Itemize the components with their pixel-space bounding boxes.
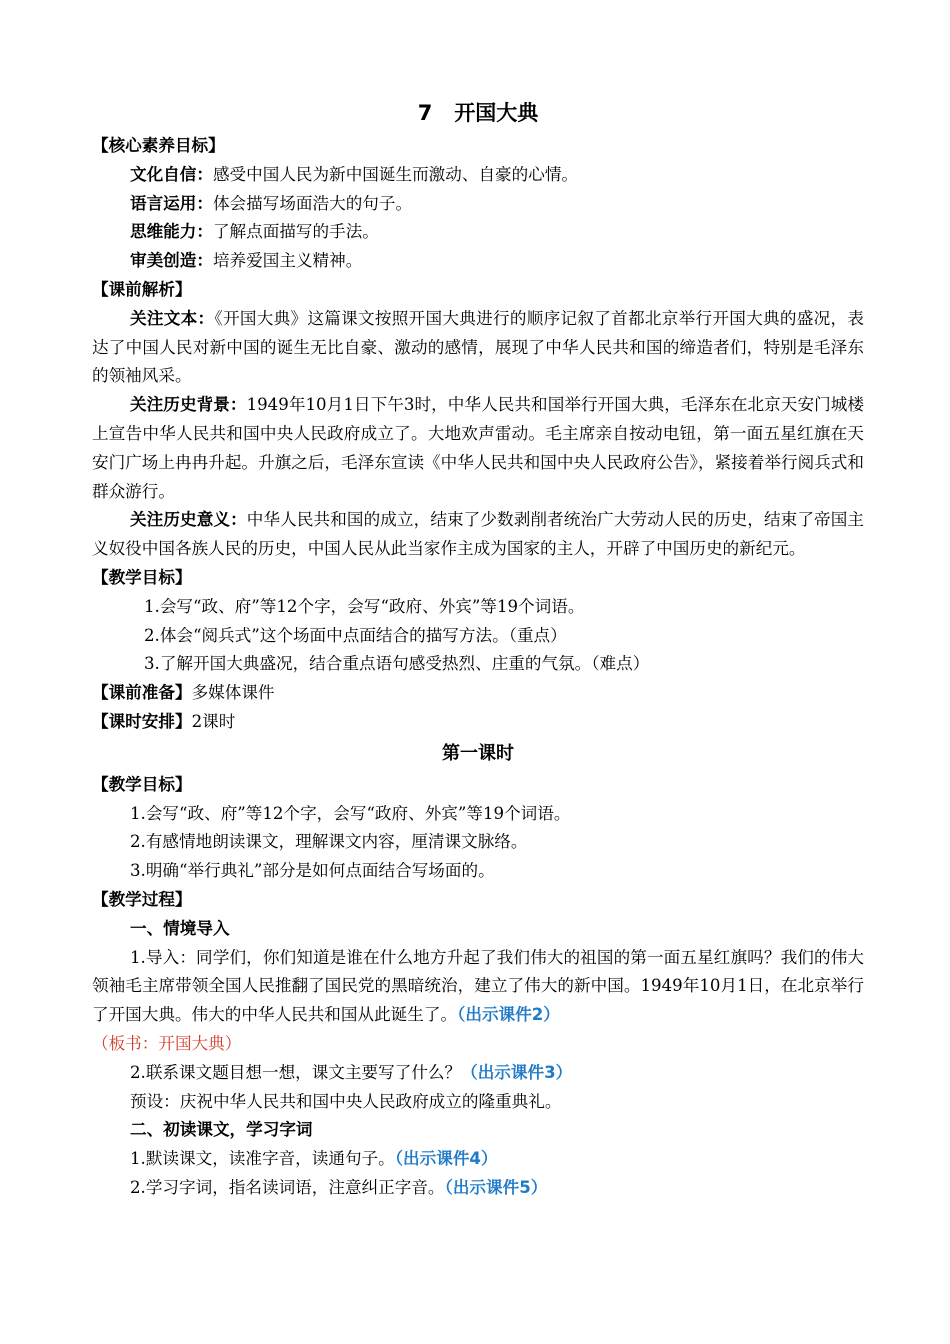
- intro-paragraph: 1.导入：同学们，你们知道是谁在什么地方升起了我们伟大的祖国的第一面五星红旗吗？我们的伟大领袖毛主席带领全国人民推翻了国民党的黑暗统治，建立了伟大的新中国。1949年10月1日，在北京举行了开国大典。伟大的中华人民共和国从此诞生了。（出示课件2） （板书：开国大典）: [92, 947, 864, 1053]
- step-line: 预设：庆祝中华人民共和国中央人民政府成立的隆重典礼。: [130, 1091, 562, 1111]
- core-goal-item: 文化自信：感受中国人民为新中国诞生而激动、自豪的心情。: [130, 164, 579, 184]
- analysis-meaning-paragraph: 关注历史意义：中华人民共和国的成立，结束了少数剥削者统治广大劳动人民的历史，结束了帝国主义奴役中国各族人民的历史，中国人民从此当家作主成为国家的主人，开辟了中国历史的新纪元。: [92, 510, 865, 559]
- analysis-heading: 【课前解析】: [92, 279, 192, 299]
- analysis-history-paragraph: 关注历史背景：1949年10月1日下午3时，中华人民共和国举行开国大典，毛泽东在北京天安门城楼上宣告中华人民共和国中央人民政府成立了。大地欢声雷动。毛主席亲自按动电钮，第一面五星红旗在天安门广场上冉冉升起。升旗之后，毛泽东宣读《中华人民共和国中央人民政府公告》，紧接着举行阅兵式和群众游行。: [92, 395, 864, 501]
- core-goal-item: 思维能力：了解点面描写的手法。: [130, 222, 379, 242]
- step-line: 1.默读课文，读准字音，读通句子。（出示课件4）: [130, 1149, 498, 1169]
- schedule-line: 【课时安排】2课时: [92, 711, 236, 731]
- section-heading: 一、情境导入: [130, 918, 230, 938]
- lesson1-goal-item: 2.有感情地朗读课文，理解课文内容，厘清课文脉络。: [130, 832, 528, 852]
- lesson-title: 开国大典: [454, 101, 539, 125]
- page-title: [92, 96, 864, 130]
- blackboard-note: （板书：开国大典）: [92, 1033, 242, 1053]
- process-heading: 【教学过程】: [92, 889, 192, 909]
- lesson1-title: 第一课时: [442, 742, 514, 764]
- lesson1-goal-item: 3.明确“举行典礼”部分是如何点面结合写场面的。: [130, 861, 495, 881]
- document-page: [92, 96, 864, 1203]
- courseware-ref: （出示课件5）: [444, 1177, 548, 1197]
- lesson1-goal-item: 1.会写“政、府”等12个字，会写“政府、外宾”等19个词语。: [130, 803, 571, 823]
- courseware-ref: （出示课件2）: [457, 1005, 560, 1025]
- teaching-goals-heading: 【教学目标】: [92, 567, 192, 587]
- teaching-goal-item: 3.了解开国大典盛况，结合重点语句感受热烈、庄重的气氛。（难点）: [144, 654, 650, 674]
- core-goal-item: 审美创造：培养爱国主义精神。: [130, 251, 363, 271]
- step-line: 2.学习字词，指名读词语，注意纠正字音。（出示课件5）: [130, 1177, 548, 1197]
- teaching-goal-item: 1.会写“政、府”等12个字，会写“政府、外宾”等19个词语。: [144, 596, 585, 616]
- courseware-ref: （出示课件3）: [461, 1062, 573, 1082]
- analysis-text-paragraph: 关注文本：《开国大典》这篇课文按照开国大典进行的顺序记叙了首都北京举行开国大典的盛况，表达了中国人民对新中国的诞生无比自豪、激动的感情，展现了中华人民共和国的缔造者们，特别是毛泽东的领袖风采。: [92, 308, 865, 386]
- courseware-ref: （出示课件4）: [394, 1149, 498, 1169]
- lesson-number: 7: [417, 101, 433, 125]
- core-goals-heading: 【核心素养目标】: [92, 136, 225, 155]
- core-goal-item: 语言运用：体会描写场面浩大的句子。: [130, 193, 413, 213]
- step-line: 2.联系课文题目想一想，课文主要写了什么？（出示课件3）: [130, 1062, 573, 1082]
- preparation-line: 【课前准备】多媒体课件: [92, 683, 275, 703]
- lesson1-goals-heading: 【教学目标】: [92, 774, 192, 794]
- teaching-goal-item: 2.体会“阅兵式”这个场面中点面结合的描写方法。（重点）: [144, 625, 567, 645]
- section-heading: 二、初读课文，学习字词: [130, 1120, 313, 1140]
